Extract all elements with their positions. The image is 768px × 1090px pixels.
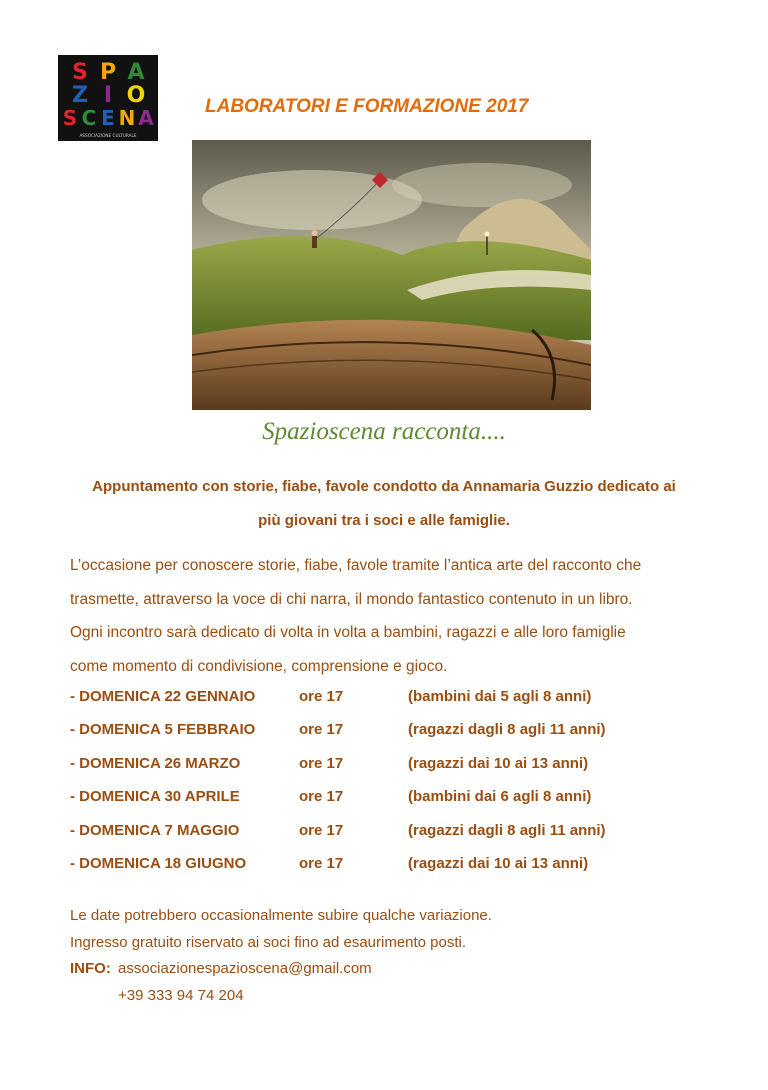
subtitle: Spazioscena racconta....: [262, 418, 506, 445]
schedule-audience: (bambini dai 5 agli 8 anni): [408, 688, 592, 705]
description-paragraph: [70, 549, 710, 683]
contact-phone: +39 333 94 74 204: [118, 986, 244, 1004]
schedule-day: - DOMENICA 7 MAGGIO: [70, 821, 240, 839]
schedule-audience: (ragazzi dagli 8 agli 11 anni): [408, 821, 606, 839]
schedule-row: [70, 788, 710, 821]
info-label: INFO:: [70, 960, 111, 977]
intro-line: più giovani tra i soci e alle famiglie.: [258, 512, 510, 529]
spazioscena-logo: [58, 55, 158, 141]
schedule-audience: (ragazzi dagli 8 agli 11 anni): [408, 721, 606, 739]
logo-tagline: ASSOCIAZIONE CULTURALE: [79, 133, 137, 138]
logo-letter: O: [126, 83, 146, 108]
schedule-row: [70, 721, 710, 754]
notes-block: [70, 903, 492, 1009]
description-line: L’occasione per conoscere storie, fiabe, favole tramite l’antica arte del racconto che: [70, 557, 642, 574]
description-line: trasmette, attraverso la voce di chi narra, il mondo fantastico contenuto in un libro.: [70, 590, 633, 608]
schedule-day: - DOMENICA 30 APRILE: [70, 788, 240, 806]
description-line: come momento di condivisione, comprensione e gioco.: [70, 657, 448, 675]
logo-letter: I: [103, 83, 113, 108]
logo-letter: A: [127, 60, 145, 85]
schedule-day: - DOMENICA 22 GENNAIO: [70, 688, 256, 705]
schedule-row: [70, 855, 710, 888]
schedule-row: [70, 755, 710, 788]
schedule-time: ore 17: [299, 721, 344, 739]
schedule-time: ore 17: [299, 821, 344, 839]
intro-line: Appuntamento con storie, fiabe, favole condotto da Annamaria Guzzio dedicato ai: [92, 478, 676, 495]
schedule-time: ore 17: [299, 854, 344, 872]
notes-line: Le date potrebbero occasionalmente subire qualche variazione.: [70, 907, 492, 924]
schedule-day: - DOMENICA 26 MARZO: [70, 754, 241, 772]
schedule-row: [70, 688, 710, 721]
logo-letter: A: [138, 106, 154, 130]
schedule-day: - DOMENICA 18 GIUGNO: [70, 854, 247, 872]
schedule-audience: (ragazzi dai 10 ai 13 anni): [408, 754, 589, 772]
logo-letter: P: [99, 60, 117, 85]
schedule-time: ore 17: [299, 754, 344, 772]
schedule-audience: (bambini dai 6 agli 8 anni): [408, 788, 592, 806]
contact-email[interactable]: associazionespazioscena@gmail.com: [118, 960, 372, 977]
schedule-time: ore 17: [299, 788, 344, 806]
logo-letter: N: [118, 106, 136, 130]
page-title: LABORATORI E FORMAZIONE 2017: [205, 96, 529, 117]
intro-paragraph: [62, 470, 706, 538]
schedule-day: - DOMENICA 5 FEBBRAIO: [70, 721, 256, 739]
schedule-list: [70, 688, 710, 888]
logo-letter: S: [72, 60, 88, 85]
book-landscape-image: [192, 140, 591, 410]
description-line: Ogni incontro sarà dedicato di volta in volta a bambini, ragazzi e alle loro famiglie: [70, 624, 626, 641]
schedule-time: ore 17: [299, 688, 344, 705]
logo-letter: C: [81, 106, 97, 130]
logo-letter: S: [62, 106, 78, 130]
notes-line: Ingresso gratuito riservato ai soci fino ad esaurimento posti.: [70, 933, 467, 951]
info-line: [70, 956, 492, 983]
logo-letter: Z: [72, 83, 88, 108]
schedule-row: [70, 822, 710, 855]
logo-letter: E: [101, 106, 115, 130]
schedule-audience: (ragazzi dai 10 ai 13 anni): [408, 854, 589, 872]
